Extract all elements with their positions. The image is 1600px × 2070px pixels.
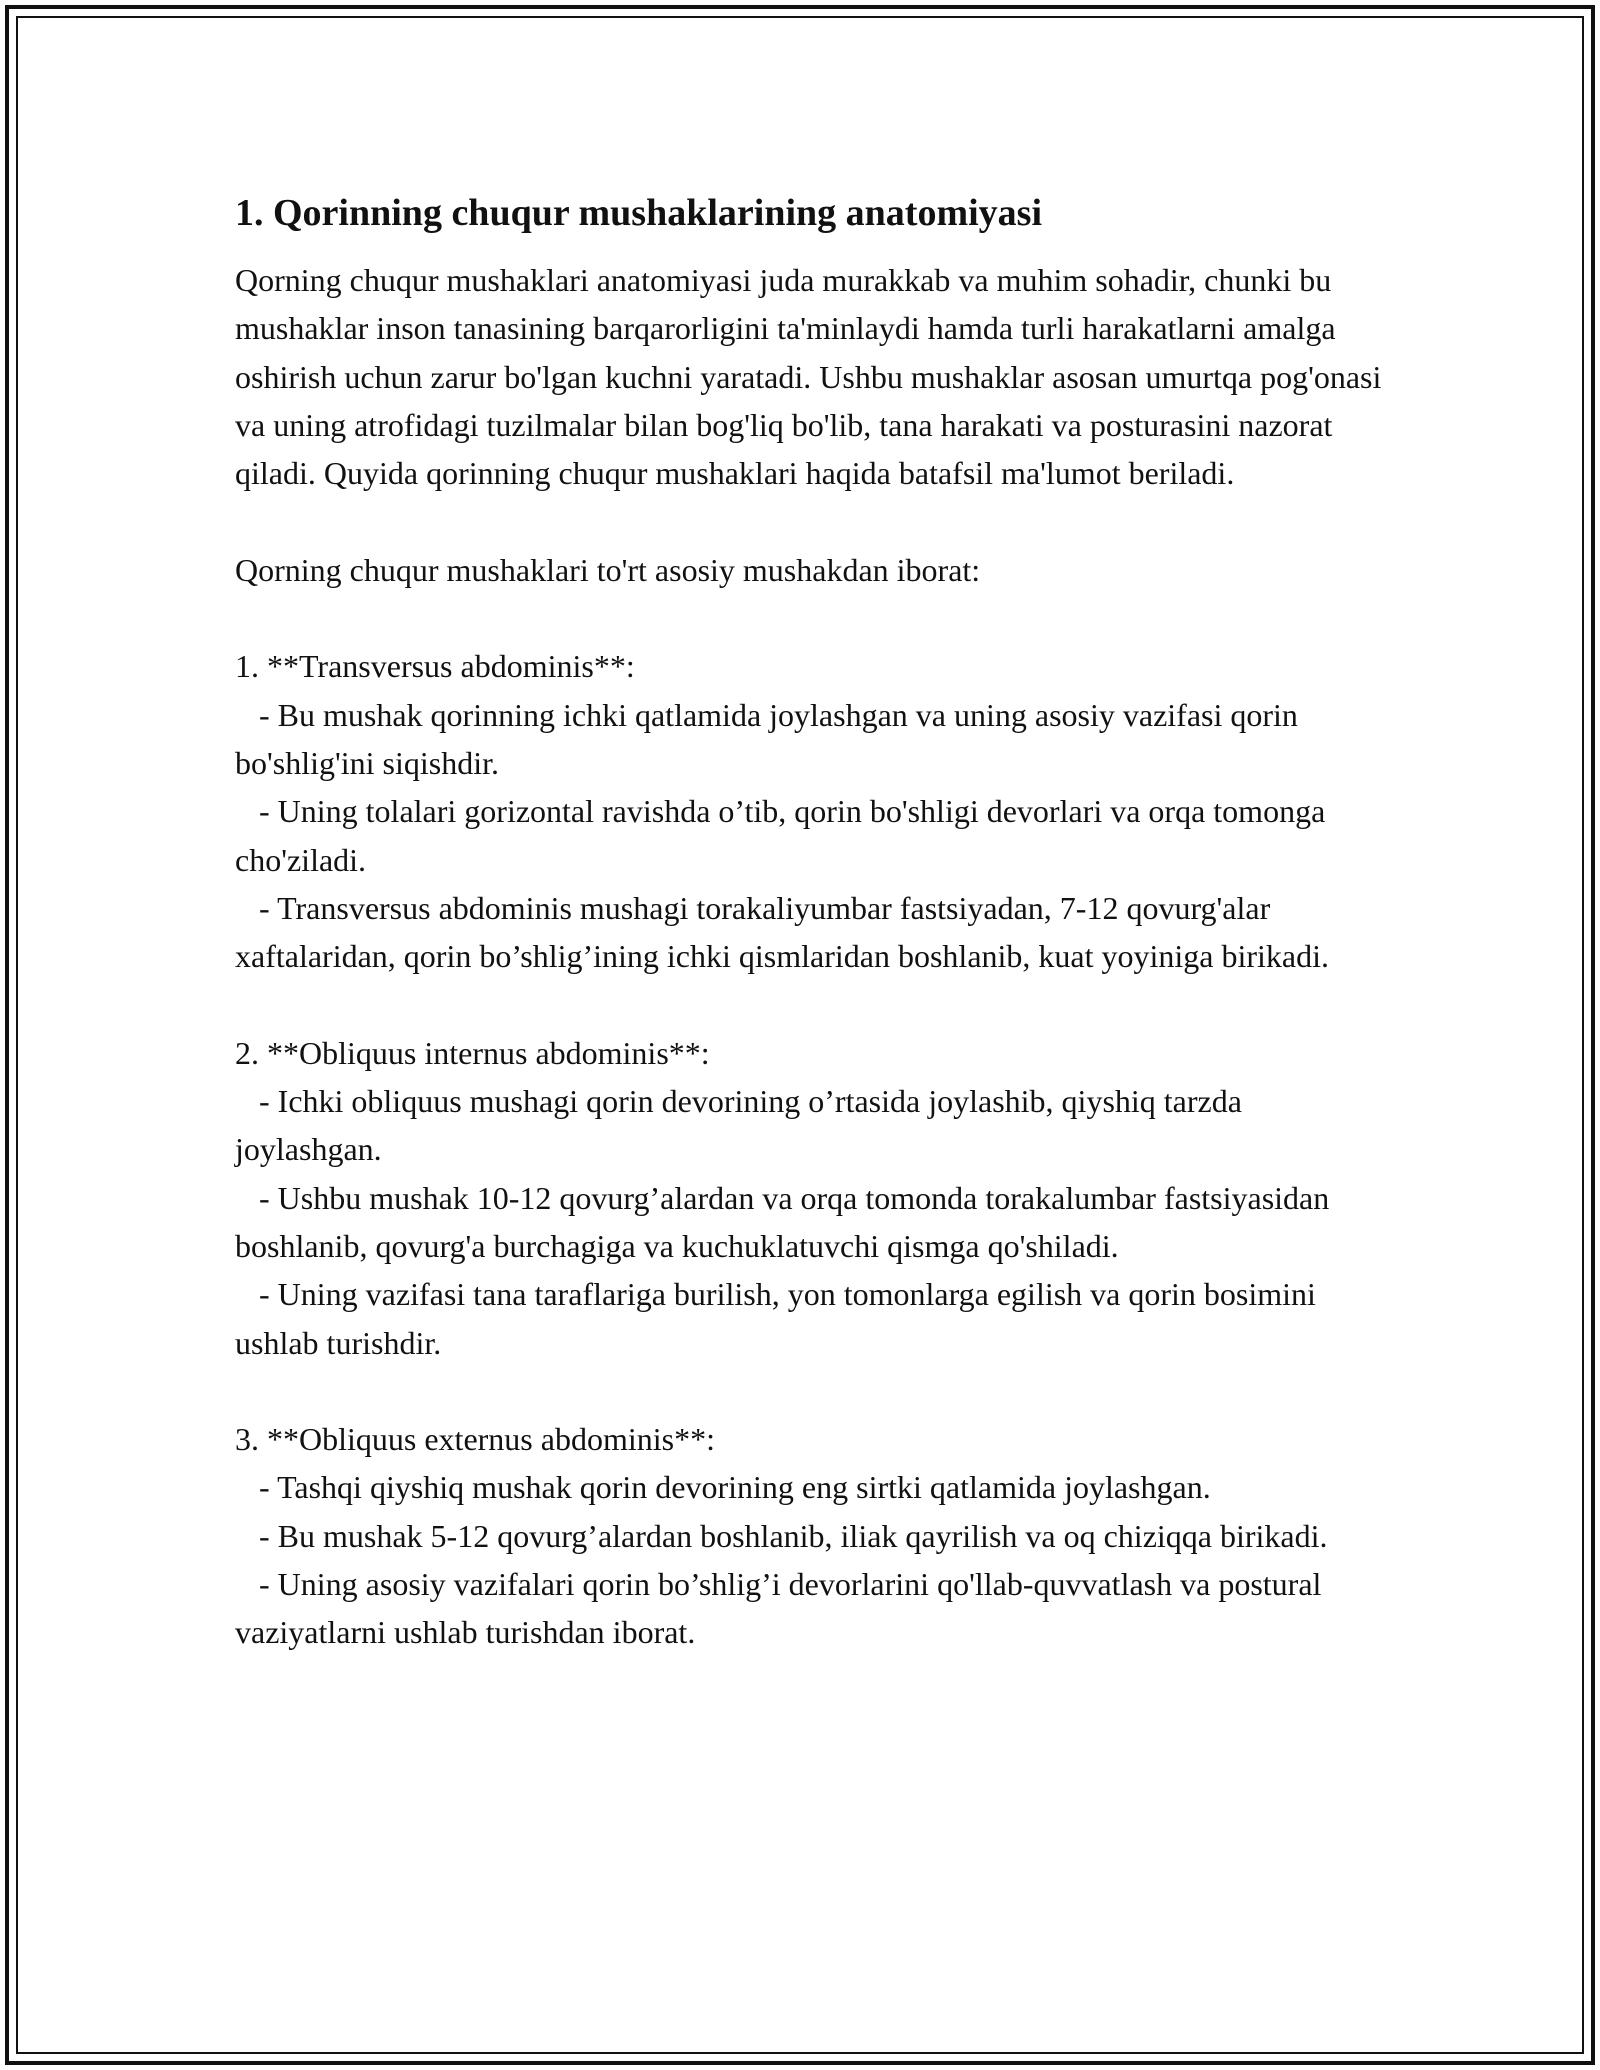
muscle-item-heading: 2. **Obliquus internus abdominis**: [235,1034,710,1071]
muscle-item-bullet: - Uning asosiy vazifalari qorin bo’shlig’i devorlarini qo'llab-quvvatlash va postural vaziyatlarni ushlab turishdan iborat. [235,1566,1330,1651]
muscle-item-2 [235,1029,1395,1367]
lead-paragraph: Qorning chuqur mushaklari to'rt asosiy mushakdan iborat: [235,551,981,588]
muscle-item-bullet: - Bu mushak 5-12 qovurg’alardan boshlanib, iliak qayrilish va oq chiziqqa birikadi. [235,1517,1328,1554]
section-title: 1. Qorinning chuqur mushaklarining anatomiyasi [235,192,1043,234]
muscle-item-bullet: - Tashqi qiyshiq mushak qorin devorining eng sirtki qatlamida joylashgan. [235,1469,1211,1506]
muscle-item-bullet: - Transversus abdominis mushagi torakaliyumbar fastsiyadan, 7-12 qovurg'alar xaftalaridan, qorin bo’shlig’ining ichki qismlaridan boshlanib, kuat yoyiniga birikadi. [235,889,1330,975]
muscle-item-heading: 3. **Obliquus externus abdominis**: [235,1421,715,1458]
muscle-item-heading: 1. **Transversus abdominis**: [235,648,635,685]
muscle-item-1 [235,642,1395,980]
muscle-item-bullet: - Uning vazifasi tana taraflariga burilish, yon tomonlarga egilish va qorin bosimini ushlab turishdir. [235,1276,1324,1361]
spacer [235,594,1395,642]
muscle-item-bullet: - Ushbu mushak 10-12 qovurg’alardan va orqa tomonda torakalumbar fastsiyasidan boshlanib, qovurg'a burchagiga va kuchuklatuvchi qismga qo'shiladi. [235,1179,1338,1264]
muscle-item-bullet: - Bu mushak qorinning ichki qatlamida joylashgan va uning asosiy vazifasi qorin bo'shlig'ini siqishdir. [235,696,1306,781]
muscle-item-3 [235,1415,1395,1656]
document-body [235,184,1395,1657]
spacer [235,980,1395,1028]
spacer [235,497,1395,545]
muscle-item-bullet: - Ichki obliquus mushagi qorin devorining o’rtasida joylashib, qiyshiq tarzda joylashgan. [235,1083,1250,1168]
spacer [235,1367,1395,1415]
muscle-item-bullet: - Uning tolalari gorizontal ravishda o’tib, qorin bo'shligi devorlari va orqa tomonga cho'ziladi. [235,793,1334,878]
intro-paragraph: Qorning chuqur mushaklari anatomiyasi juda murakkab va muhim sohadir, chunki bu mushaklar inson tanasining barqarorligini ta'minlaydi hamda turli harakatlarni amalga oshirish uchun zarur bo'lgan kuchni yaratadi. Ushbu mushaklar asosan umurtqa pog'onasi va uning atrofidagi tuzilmalar bilan bog'liq bo'lib, tana harakati va posturasini nazorat qiladi. Quyida qorinning chuqur mushaklari haqida batafsil ma'lumot beriladi. [235,262,1390,492]
